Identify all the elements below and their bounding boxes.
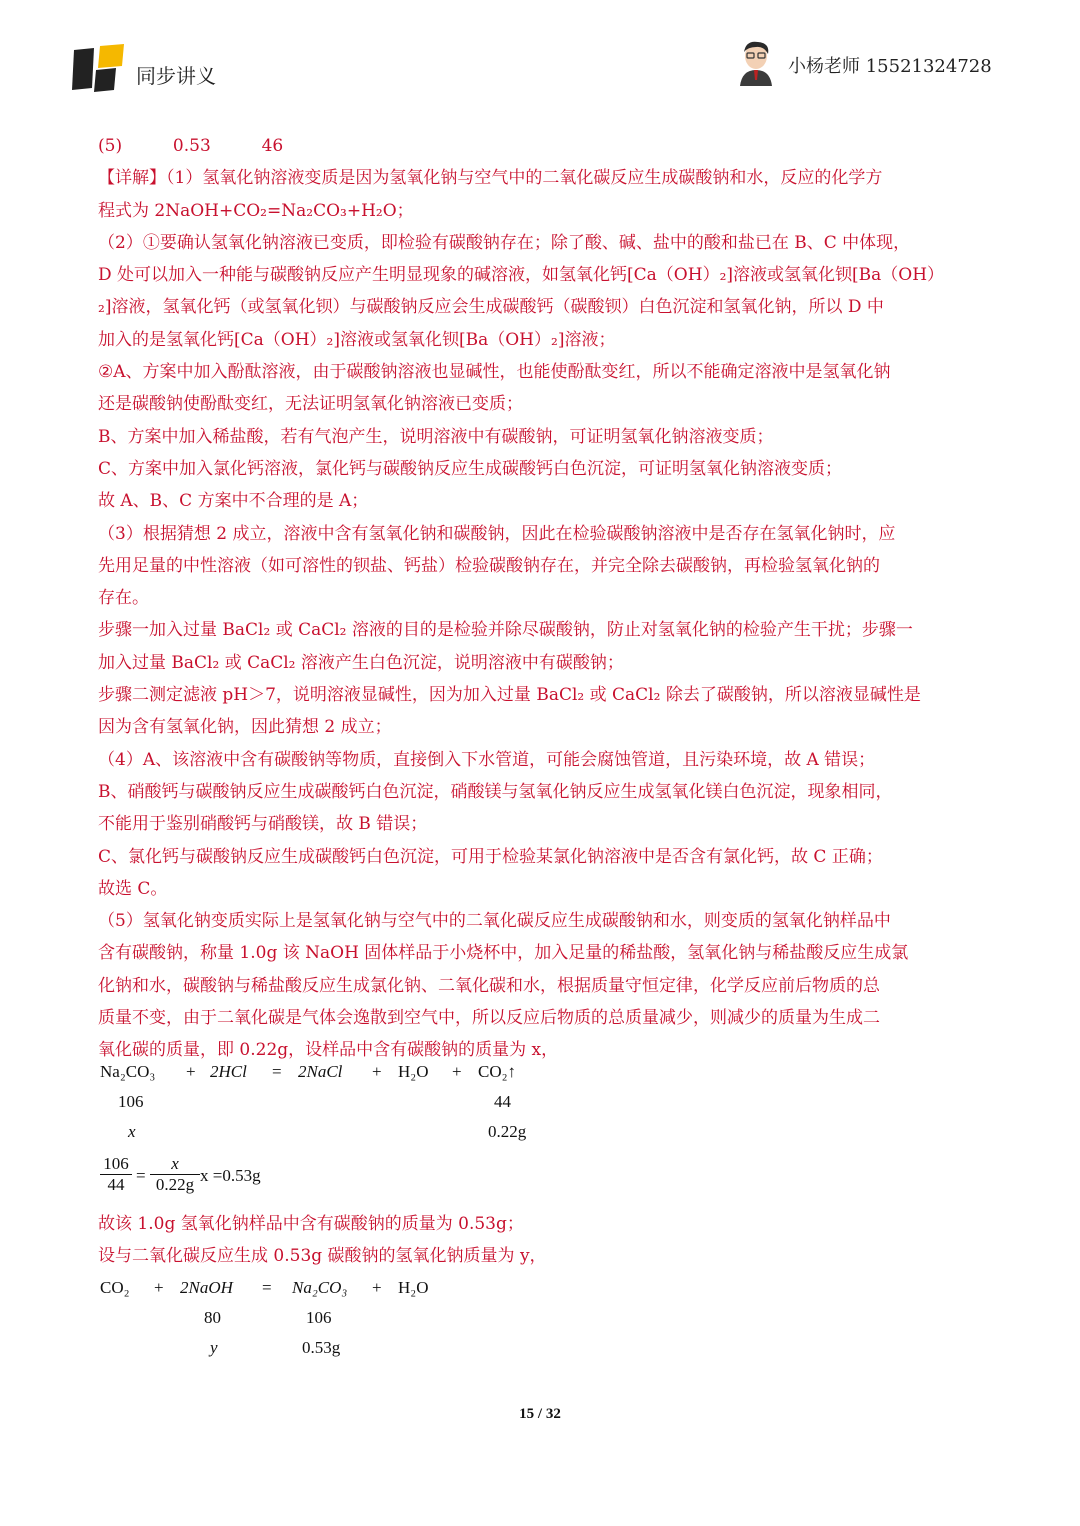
eq2-term: = (262, 1278, 272, 1297)
explanation-line: （4）A、该溶液中含有碳酸钠等物质，直接倒入下水管道，可能会腐蚀管道，且污染环境，故 A 错误； (98, 749, 876, 770)
teacher-avatar-icon (736, 40, 776, 86)
explanation-line: 故 A、B、C 方案中不合理的是 A； (98, 491, 369, 512)
explanation-line: 程式为 2NaOH+CO₂=Na₂CO₃+H₂O； (98, 200, 414, 221)
teacher-contact: 小杨老师 15521324728 (788, 56, 992, 77)
explanation-line: C、氯化钙与碳酸钠反应生成碳酸钙白色沉淀，可用于检验某氯化钠溶液中是否含有氯化钙，故 C 正确； (98, 846, 883, 867)
logo-icon (68, 44, 128, 96)
eq1-term: + (186, 1062, 196, 1081)
explanation-line: 先用足量的中性溶液（如可溶性的钡盐、钙盐）检验碳酸钠存在，并完全除去碳酸钠，再检验氢氧化钠的 (98, 555, 880, 576)
equation-1 (100, 1062, 600, 1152)
eq1-term: 2NaCl (298, 1062, 343, 1081)
explanation-line: 步骤二测定滤液 pH＞7，说明溶液显碱性，因为加入过量 BaCl₂ 或 CaCl₂ 除去了碳酸钠，所以溶液显碱性是 (98, 685, 921, 706)
conclusion-line: 故该 1.0g 氢氧化钠样品中含有碳酸钠的质量为 0.53g； (98, 1214, 524, 1234)
eq1-term: = (272, 1062, 282, 1081)
eq1-term: Na₂CO₃ (100, 1062, 156, 1081)
explanation-line: 【详解】（1）氢氧化钠溶液变质是因为氢氧化钠与空气中的二氧化碳反应生成碳酸钠和水，反应的化学方 (98, 168, 883, 189)
answer-value-2: 46 (261, 136, 284, 156)
explanation-line: 化钠和水，碳酸钠与稀盐酸反应生成氯化钠、二氧化碳和水，根据质量守恒定律，化学反应前后物质的总 (98, 975, 880, 996)
eq1-unknown: x (128, 1122, 136, 1141)
eq2-term: CO₂ (100, 1278, 130, 1297)
eq2-term: Na₂CO₃ (292, 1278, 348, 1297)
eq1-mass: 44 (494, 1092, 511, 1111)
eq2-mass: 106 (306, 1308, 332, 1327)
ratio-equation (100, 1154, 400, 1204)
fraction-2-numerator: x (150, 1154, 200, 1175)
explanation-line: C、方案中加入氯化钙溶液，氯化钙与碳酸钠反应生成碳酸钙白色沉淀，可证明氢氧化钠溶液变质； (98, 458, 843, 479)
explanation-line: D 处可以加入一种能与碳酸钠反应产生明显现象的碱溶液，如氢氧化钙[Ca（OH）₂]溶液或氢氧化钡[Ba（OH） (98, 265, 945, 286)
eq1-term: 2HCl (210, 1062, 247, 1081)
eq1-known: 0.22g (488, 1122, 527, 1141)
explanation-line: B、硝酸钙与碳酸钠反应生成碳酸钙白色沉淀，硝酸镁与氢氧化钠反应生成氢氧化镁白色沉淀，现象相同， (98, 781, 893, 802)
explanation-line: ②A、方案中加入酚酞溶液，由于碳酸钠溶液也显碱性，也能使酚酞变红，所以不能确定溶液中是氢氧化钠 (98, 362, 891, 383)
eq2-known: 0.53g (302, 1338, 341, 1357)
eq2-term: + (372, 1278, 382, 1297)
header-title: 同步讲义 (136, 64, 216, 88)
answer-value-1: 0.53 (172, 136, 211, 156)
explanation-line: 氧化碳的质量，即 0.22g，设样品中含有碳酸钠的质量为 x， (98, 1040, 559, 1061)
equals-sign: = (136, 1166, 146, 1185)
eq2-term: + (154, 1278, 164, 1297)
explanation-line: ₂]溶液，氢氧化钙（或氢氧化钡）与碳酸钠反应会生成碳酸钙（碳酸钡）白色沉淀和氢氧化钠，所以 D 中 (98, 297, 884, 318)
fraction-2 (150, 1154, 200, 1195)
eq2-term: 2NaOH (180, 1278, 233, 1297)
explanation-line: 含有碳酸钠，称量 1.0g 该 NaOH 固体样品于小烧杯中，加入足量的稀盐酸，氢氧化钠与稀盐酸反应生成氯 (98, 943, 909, 964)
ratio-result: x =0.53g (200, 1166, 261, 1185)
fraction-2-denominator: 0.22g (155, 1175, 195, 1194)
explanation-line: （3）根据猜想 2 成立，溶液中含有氢氧化钠和碳酸钠，因此在检验碳酸钠溶液中是否存在氢氧化钠时，应 (98, 523, 896, 544)
conclusion-line: 设与二氧化碳反应生成 0.53g 碳酸钠的氢氧化钠质量为 y， (98, 1246, 547, 1267)
explanation-line: 不能用于鉴别硝酸钙与硝酸镁，故 B 错误； (98, 814, 428, 835)
explanation-line: （5）氢氧化钠变质实际上是氢氧化钠与空气中的二氧化碳反应生成碳酸钠和水，则变质的氢氧化钠样品中 (98, 911, 891, 932)
page-number: 15 / 32 (519, 1406, 561, 1422)
explanation-line: （2）①要确认氢氧化钠溶液已变质，即检验有碳酸钠存在；除了酸、碱、盐中的酸和盐已在 B、C 中体现， (98, 232, 911, 253)
fraction-1-denominator: 44 (107, 1175, 125, 1194)
eq1-term: H₂O (398, 1062, 429, 1081)
eq2-term: H₂O (398, 1278, 429, 1297)
explanation-line: 质量不变，由于二氧化碳是气体会逸散到空气中，所以反应后物质的总质量减少，则减少的质量为生成二 (98, 1008, 880, 1029)
answer-line (98, 130, 986, 162)
explanation-line: 加入的是氢氧化钙[Ca（OH）₂]溶液或氢氧化钡[Ba（OH）₂]溶液； (98, 329, 616, 350)
eq1-term: + (452, 1062, 462, 1081)
explanation-line: 加入过量 BaCl₂ 或 CaCl₂ 溶液产生白色沉淀，说明溶液中有碳酸钠； (98, 652, 624, 673)
fraction-1-numerator: 106 (100, 1154, 132, 1175)
explanation-line: B、方案中加入稀盐酸，若有气泡产生，说明溶液中有碳酸钠，可证明氢氧化钠溶液变质； (98, 426, 774, 447)
explanation-line: 步骤一加入过量 BaCl₂ 或 CaCl₂ 溶液的目的是检验并除尽碳酸钠，防止对氢氧化钠的检验产生干扰；步骤一 (98, 620, 913, 641)
eq2-mass: 80 (204, 1308, 221, 1327)
eq1-mass: 106 (118, 1092, 144, 1111)
explanation-content (98, 130, 986, 1067)
explanation-line: 存在。 (98, 588, 149, 609)
eq1-term: + (372, 1062, 382, 1081)
explanation-line: 还是碳酸钠使酚酞变红，无法证明氢氧化钠溶液已变质； (98, 394, 523, 415)
explanation-line: 故选 C。 (98, 878, 168, 899)
conclusion (98, 1208, 986, 1273)
explanation-line: 因为含有氢氧化钠，因此猜想 2 成立； (98, 717, 392, 738)
answer-label: (5) (98, 136, 123, 156)
equation-2 (100, 1278, 500, 1368)
eq1-term: CO₂↑ (478, 1062, 517, 1081)
eq2-unknown: y (210, 1338, 218, 1357)
fraction-1 (100, 1154, 132, 1195)
